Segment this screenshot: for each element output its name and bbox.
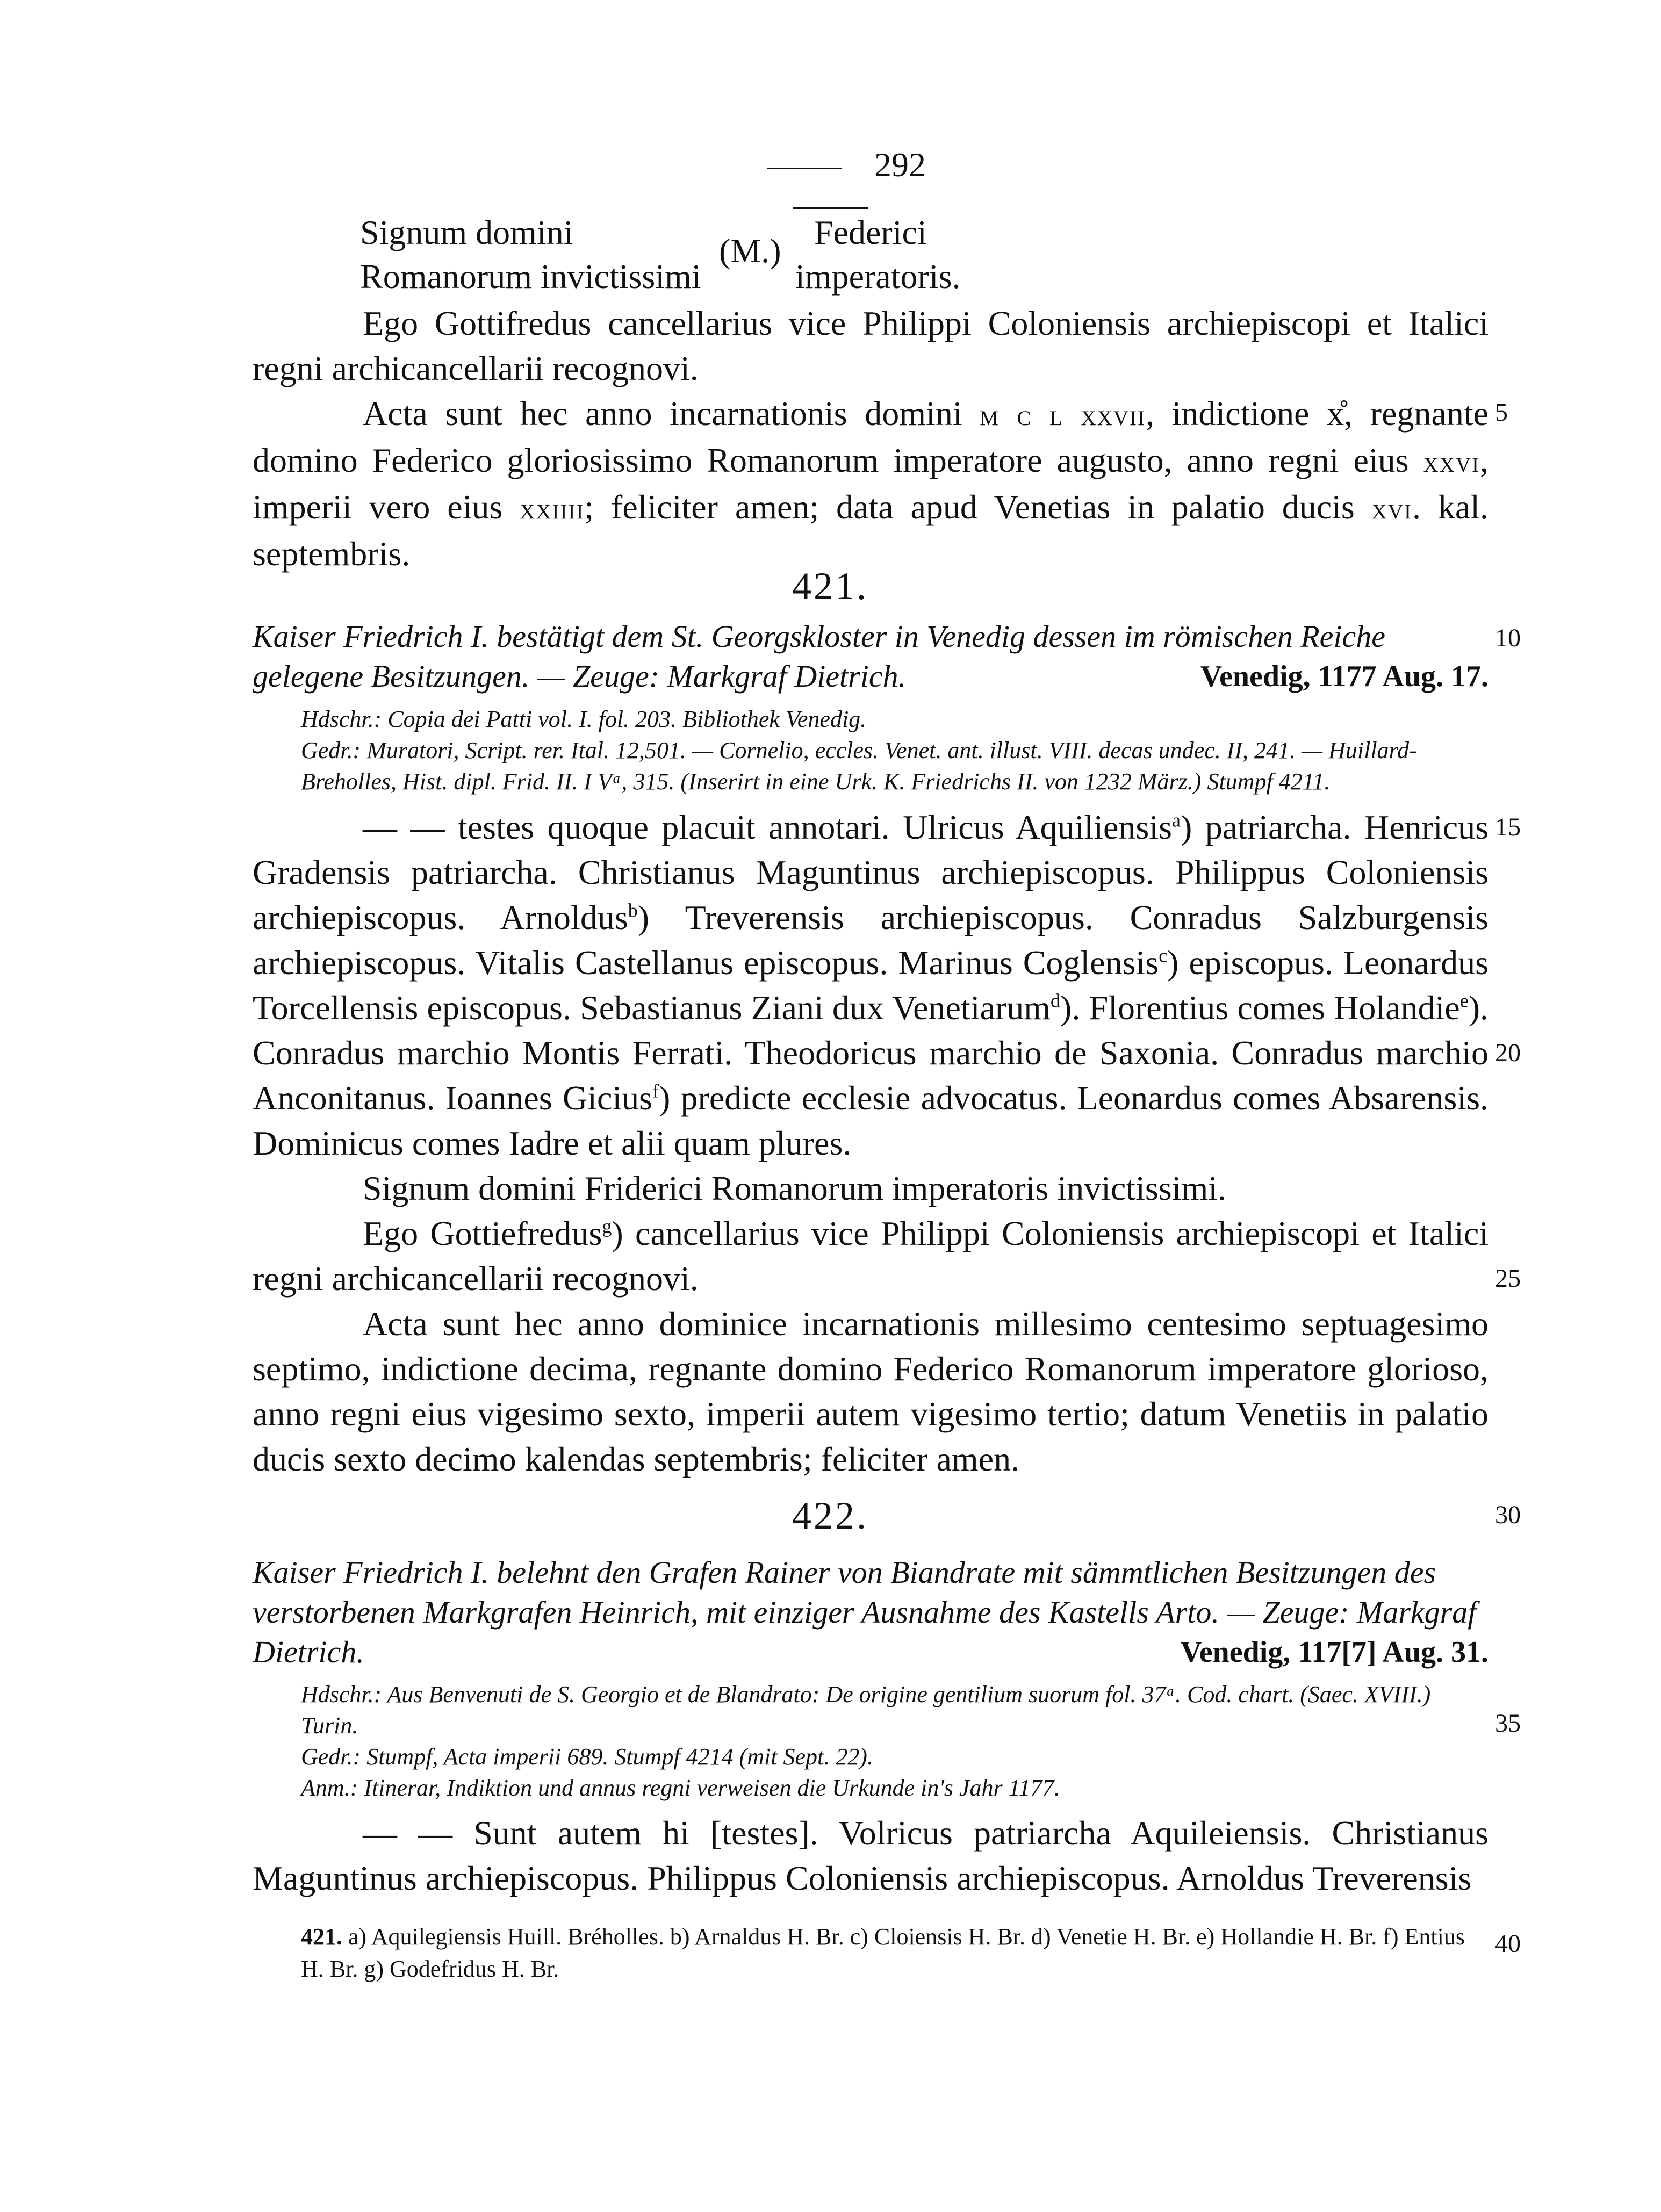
signum-right-2: imperatoris. [795,257,961,296]
doc-422-apparatus [301,1679,1489,1804]
rule-left [767,168,842,169]
doc-422-regest [253,1553,1489,1672]
doc-421-signum: Signum domini Friderici Romanorum imperatoris invictissimi. [363,1169,1226,1207]
page-number: 292 [874,146,926,184]
acta-line-1: Acta sunt hec anno incarnationis domini m c l xxvii, indictione x̊, regnante [363,394,1489,433]
line-number-30: 30 [1495,1501,1521,1529]
doc-421-witness-list: — — testes quoque placuit annotari. Ulricus Aquiliensis$^a$) patriarcha. Henricus Gradensis patriarcha. Christianus Maguntinus archiepiscopus. Philippus Coloniensis archiepiscopus. Arnoldus$^b$) Treverensis archiepiscopus. Conradus Salzburgensis archiepiscopus. Vitalis Castellanus episcopus. Marinus Coglensis$^c$) episcopus. Leonardus Torcellensis episcopus. Sebastianus Ziani dux Venetiarum$^d$). Florentius comes Holandie$^e$). Conradus marchio Montis Ferrati. Theodoricus marchio de Saxonia. Conradus marchio Anconitanus. Ioannes Gicius$^f$) predicte ecclesie advocatus. Leonardus comes Absarensis. Dominicus comes Iadre et alii quam plures. [253,808,1489,1162]
signum-left-1: Signum domini [360,213,573,251]
doc-422-hdschr: Hdschr.: Aus Benvenuti de S. Georgio et de Blandrato: De origine gentilium suorum fol. 37ᵃ. Cod. chart. (Saec. XVIII.) Turin. [301,1681,1431,1739]
acta-line-3: imperii vero eius xxiiii; feliciter amen; data apud Venetias in palatio ducis xvi. kal. [253,488,1489,526]
line-number-25: 25 [1495,1264,1521,1293]
doc-421-acta: Acta sunt hec anno dominice incarnationis millesimo centesimo septuagesimo septimo, indictione decima, regnante domino Federico Romanorum imperatore glorioso, anno regni eius vigesimo sexto, imperii autem vigesimo tertio; datum Venetiis in palatio ducis sexto decimo kalendas septembris; feliciter amen. [253,1305,1489,1478]
doc-421-regest-text: Kaiser Friedrich I. bestätigt dem St. Georgskloster in Venedig dessen im römischen Reiche gelegene Besitzungen. — Zeuge: Markgraf Dietrich. [253,619,1386,694]
monogram: (M.) [719,232,781,270]
line-number-35: 35 [1495,1709,1521,1738]
doc-421-gedr: Gedr.: Muratori, Script. rer. Ital. 12,501. — Cornelio, eccles. Venet. ant. illust. VIII. decas undec. II, 241. — Huillard-Breholles, Hist. dipl. Frid. II. I Vᵃ, 315. (Inserirt in eine Urk. K. Friedrichs II. von 1232 März.) Stumpf 4211. [301,737,1417,795]
line-number-15: 15 [1495,813,1521,841]
line-number-10: 10 [1495,624,1521,652]
doc-422-number: 422. [792,1494,868,1537]
doc-422-regest-text: Kaiser Friedrich I. belehnt den Grafen Rainer von Biandrate mit sämmtlichen Besitzungen des verstorbenen Markgrafen Heinrich, mit einziger Ausnahme des Kastells Arto. — Zeuge: Markgraf Dietrich. [253,1555,1477,1669]
footnote-ref: 421. [301,1923,342,1950]
line-number-5: 5 [1495,398,1508,427]
line-number-20: 20 [1495,1039,1521,1067]
doc-422-place-date: Venedig, 117[7] Aug. 31. [1180,1635,1489,1669]
acta-line-4: septembris. [253,535,411,573]
footnotes [301,1921,1489,1985]
rule-right [793,207,868,209]
doc-421-text [253,805,1489,1482]
doc-422-gedr: Gedr.: Stumpf, Acta imperii 689. Stumpf 4214 (mit Sept. 22). [301,1743,873,1770]
doc-421-recognition: Ego Gottiefredus$^g$) cancellarius vice Philippi Coloniensis archiepiscopi et Italici regni archicancellarii recognovi. [253,1214,1489,1298]
acta-part1 [253,391,1489,577]
doc-421-place-date: Venedig, 1177 Aug. 17. [1200,660,1489,693]
line-number-40: 40 [1495,1929,1521,1958]
signum-left-2: Romanorum invictissimi [360,257,701,296]
doc-421-apparatus [301,704,1489,797]
doc-422-anm: Anm.: Itinerar, Indiktion und annus regni verweisen die Urkunde in's Jahr 1177. [301,1775,1060,1801]
doc-422-text: — — Sunt autem hi [testes]. Volricus patriarcha Aquileiensis. Christianus Maguntinus archiepiscopus. Philippus Coloniensis archiepiscopus. Arnoldus Treverensis [253,1814,1489,1897]
footnote-text: a) Aquilegiensis Huill. Bréholles. b) Arnaldus H. Br. c) Cloiensis H. Br. d) Venetie H. Br. e) Hollandie H. Br. f) Entius H. Br. g) Godefridus H. Br. [301,1923,1465,1982]
acta-line-2: domino Federico gloriosissimo Romanorum imperatore augusto, anno regni eius xxvi, [253,441,1489,479]
recognition-part1: Ego Gottifredus cancellarius vice Philippi Coloniensis archiepiscopi et Italici regni archicancellarii recognovi. [253,304,1489,387]
signum-right-1: Federici [814,213,927,251]
doc-421-hdschr: Hdschr.: Copia dei Patti vol. I. fol. 203. Bibliothek Venedig. [301,706,867,732]
doc-421-number: 421. [792,565,868,608]
doc-421-regest [253,617,1489,696]
